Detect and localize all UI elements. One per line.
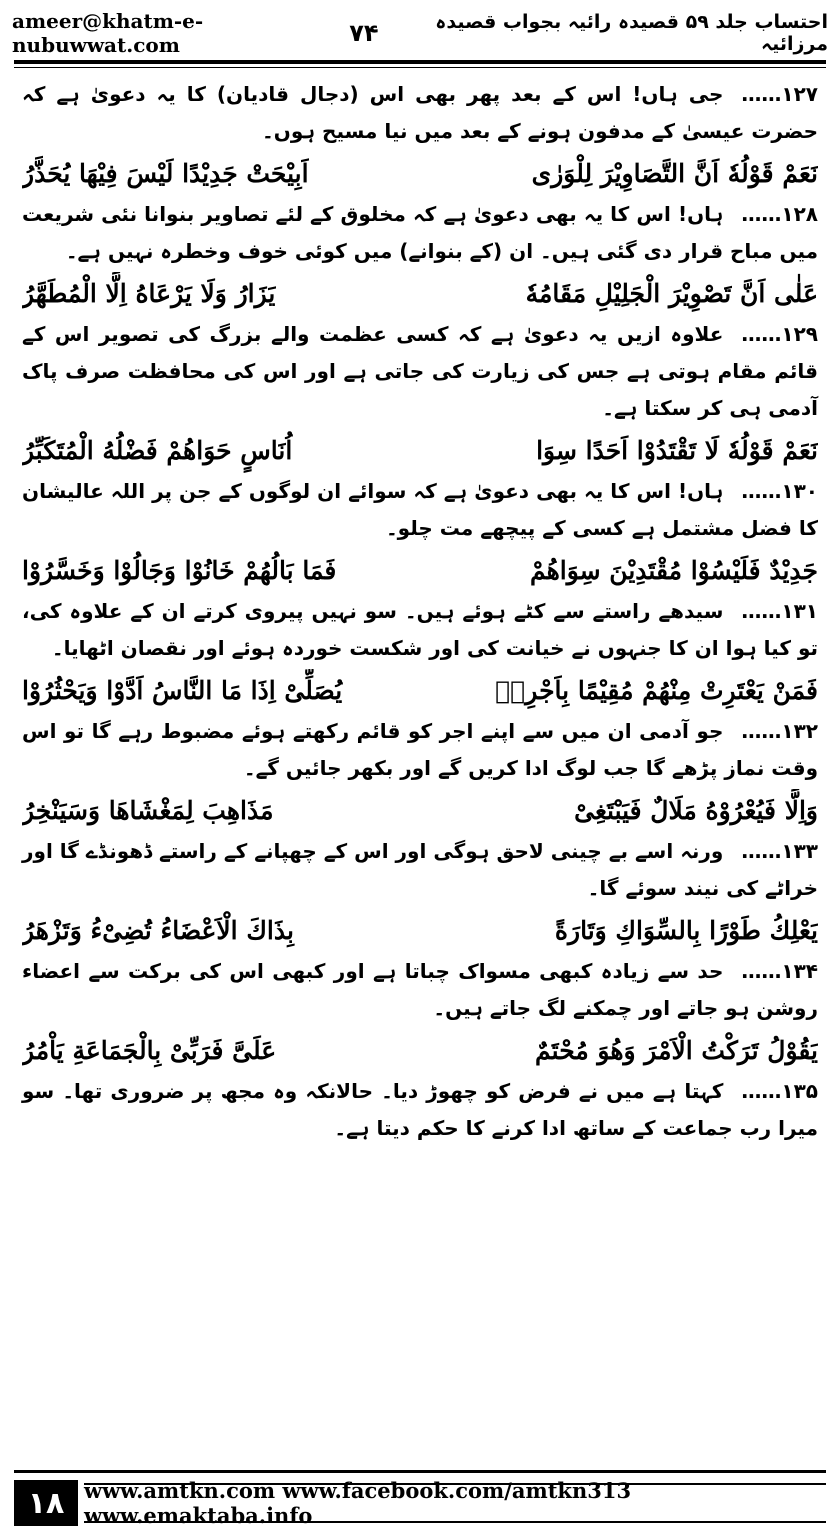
header-email[interactable]: ameer@khatm-e-nubuwwat.com	[12, 9, 204, 57]
verse-first-hemistich: فَمَنْ يَعْتَرِتْ مِنْهُمْ مُقِيْمًا بِاَجْرِهٖ	[495, 676, 818, 705]
translation: ۱۲۸……ہاں! اس کا یہ بھی دعویٰ ہے کہ مخلوق کے لئے تصاویر بنوانا نئی شریعت میں مباح قرار دی گئی ہیں۔ ان (کے بنوانے) میں کوئی خوف وخطرہ نہیں ہے۔	[22, 202, 818, 263]
stanza-134	[22, 909, 818, 1027]
translation: ۱۳۵……کہتا ہے میں نے فرض کو چھوڑ دیا۔ حالانکہ وہ مجھ پر ضروری تھا۔ سو میرا رب جماعت کے ساتھ ادا کرنے کا حکم دیتا ہے۔	[22, 1079, 818, 1140]
arabic-verse	[22, 549, 818, 593]
arabic-verse	[22, 152, 818, 196]
arabic-verse	[22, 909, 818, 953]
header-rule-thin	[14, 67, 826, 68]
stanza-127	[22, 76, 818, 150]
header-title-group	[349, 11, 828, 55]
verse-first-hemistich: يَقُوْلُ تَرَكْتُ الْاَمْرَ وَهُوَ مُحْتَمٌ	[535, 1036, 818, 1065]
stanza-133	[22, 789, 818, 907]
stanza-129	[22, 272, 818, 427]
stanza-131	[22, 549, 818, 667]
page-footer	[14, 1480, 826, 1526]
translation: ۱۳۲……جو آدمی ان میں سے اپنے اجر کو قائم رکھتے ہوئے مضبوط رہے گا تو اس وقت نماز پڑھے گا جب لوگ ادا کریں گے اور بکھر جائیں گے۔	[22, 719, 818, 780]
footer-links[interactable]: www.amtkn.com www.facebook.com/amtkn313 www.emaktaba.info	[84, 1483, 826, 1523]
verse-first-hemistich: نَعَمْ قَوْلُهٗ لَا تَقْتَدُوْا اَحَدًا سِوَا	[536, 436, 818, 465]
translation: ۱۳۰……ہاں! اس کا یہ بھی دعویٰ ہے کہ سوائے ان لوگوں کے جن پر اللہ عالیشان کا فضل مشتمل ہے کسی کے پیچھے مت چلو۔	[22, 479, 818, 540]
arabic-verse	[22, 429, 818, 473]
arabic-verse	[22, 1029, 818, 1073]
verse-second-hemistich: اَبِيْحَتْ جَدِيْدًا لَيْسَ فِيْهَا يُحَذَّرُ	[22, 159, 309, 188]
verse-number: ۱۲۸……	[741, 202, 818, 226]
verse-second-hemistich: مَذَاهِبَ لِمَغْشَاهَا وَسَيَنْخِرُ	[22, 796, 274, 825]
header-page-ref: ۷۴	[349, 19, 379, 47]
page-header	[12, 10, 828, 56]
verse-number: ۱۲۹……	[741, 322, 818, 346]
arabic-verse	[22, 272, 818, 316]
page-content	[22, 76, 818, 1454]
verse-second-hemistich: عَلَیَّ فَرَبِّیْ بِالْجَمَاعَةِ يَاْمُرُ	[22, 1036, 277, 1065]
verse-number: ۱۲۷……	[741, 82, 818, 106]
stanza-132	[22, 669, 818, 787]
stanza-135	[22, 1029, 818, 1147]
verse-second-hemistich: اُنَاسٍ حَوَاهُمْ فَضْلُهُ الْمُتَكَبِّرُ	[22, 436, 293, 465]
verse-first-hemistich: نَعَمْ قَوْلُهٗ اَنَّ التَّصَاوِيْرَ لِلْوَرٰی	[531, 159, 818, 188]
verse-number: ۱۳۰……	[741, 479, 818, 503]
translation: ۱۳۳……ورنہ اسے بے چینی لاحق ہوگی اور اس کے چھپانے کے راستے ڈھونڈے گا اور خراٹے کی نیند سوئے گا۔	[22, 839, 818, 900]
verse-first-hemistich: جَدِيْدٌ فَلَيْسُوْا مُقْتَدِيْنَ سِوَاهُمْ	[529, 556, 818, 585]
verse-first-hemistich: وَاِلَّا فَيُعْرُوْهُ مَلَالٌ فَيَبْتَغِیْ	[574, 796, 818, 825]
stanza-130	[22, 429, 818, 547]
verse-second-hemistich: فَمَا بَالُهُمْ خَانُوْا وَجَالُوْا وَخَسَّرُوْا	[22, 556, 337, 585]
translation: ۱۲۷……جی ہاں! اس کے بعد پھر بھی اس (دجال قادیان) کا یہ دعویٰ ہے کہ حضرت عیسیٰ کے مدفون ہونے کے بعد میں نیا مسیح ہوں۔	[22, 82, 818, 143]
translation: ۱۳۴……حد سے زیادہ کبھی مسواک چباتا ہے اور کبھی اس کی برکت سے اعضاء روشن ہو جاتے اور چمکنے لگ جاتے ہیں۔	[22, 959, 818, 1020]
verse-number: ۱۳۱……	[741, 599, 818, 623]
stanza-128	[22, 152, 818, 270]
verse-first-hemistich: عَلٰی اَنَّ تَصْوِيْرَ الْجَلِيْلِ مَقَامُهٗ	[525, 279, 818, 308]
verse-second-hemistich: يُصَلِّیْ اِذَا مَا النَّاسُ اَدَّوْا وَيَحْثُرُوْا	[22, 676, 343, 705]
header-rule	[14, 60, 826, 64]
header-title: احتساب جلد ۵۹ قصیدہ رائیہ بجواب قصیدہ مرزائیہ	[435, 11, 828, 55]
translation: ۱۲۹……علاوہ ازیں یہ دعویٰ ہے کہ کسی عظمت والے بزرگ کی تصویر اس کے قائم مقام ہوتی ہے جس کی زیارت کی جاتی ہے اور اس کی محافظت صرف پاک آدمی ہی کر سکتا ہے۔	[22, 322, 818, 420]
verse-first-hemistich: يَعْلِكُ طَوْرًا بِالسِّوَاكِ وَتَارَةً	[554, 916, 818, 945]
translation: ۱۳۱……سیدھے راستے سے کٹے ہوئے ہیں۔ سو نہیں پیروی کرتے ان کے علاوہ کی، تو کیا ہوا ان کا جنہوں نے خیانت کی اور شکست خوردہ ہوئے اور نقصان اٹھایا۔	[22, 599, 818, 660]
verse-number: ۱۳۵……	[741, 1079, 818, 1103]
verse-number: ۱۳۳……	[741, 839, 818, 863]
arabic-verse	[22, 669, 818, 713]
verse-number: ۱۳۲……	[741, 719, 818, 743]
arabic-verse	[22, 789, 818, 833]
verse-second-hemistich: يَزَارُ وَلَا يَرْعَاهُ اِلَّا الْمُطَهَّرُ	[22, 279, 276, 308]
footer-rule	[14, 1470, 826, 1473]
verse-second-hemistich: بِذَاكَ الْاَعْضَاءُ تُضِیْءُ وَتَزْهَرُ	[22, 916, 294, 945]
verse-number: ۱۳۴……	[741, 959, 818, 983]
page-number-badge: ۱۸	[14, 1480, 78, 1526]
